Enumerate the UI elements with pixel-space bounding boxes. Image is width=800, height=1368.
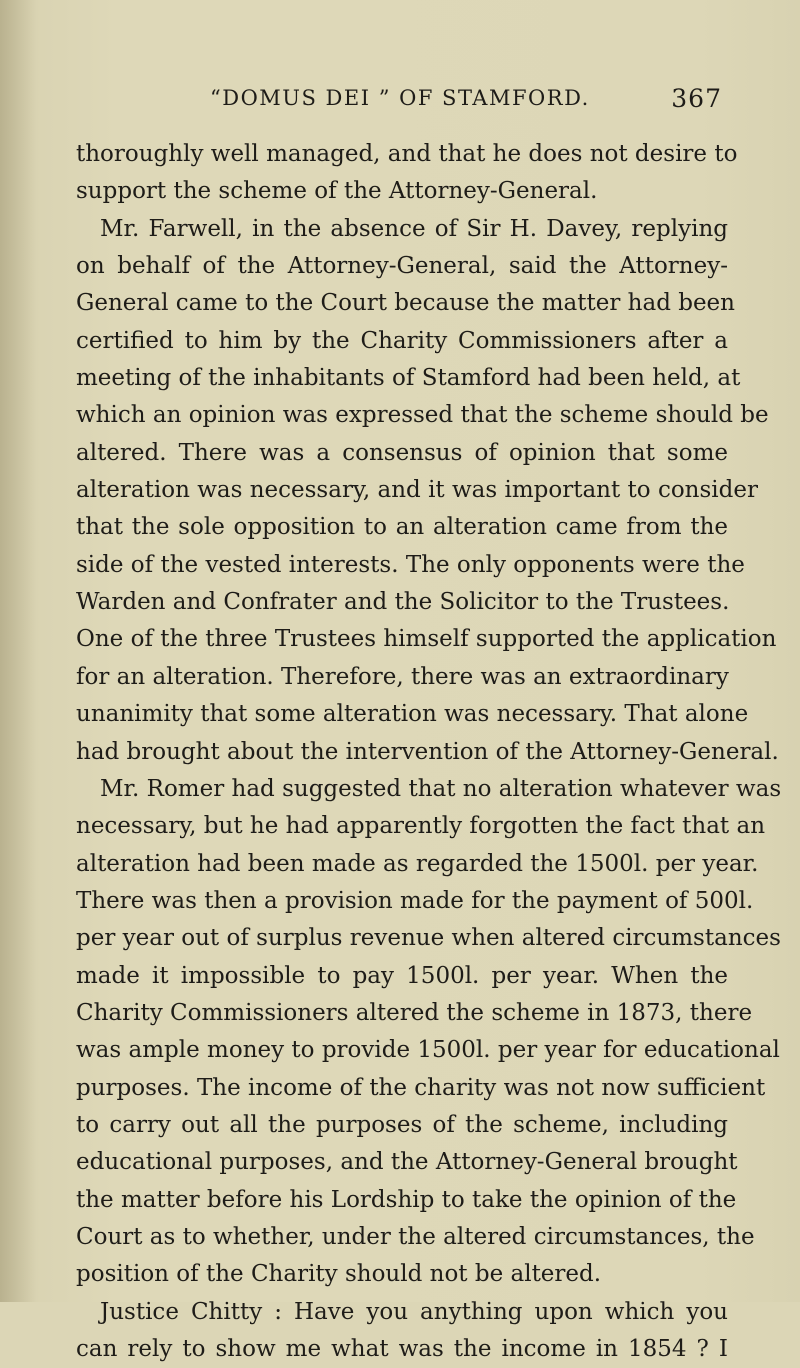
text-line: made it impossible to pay 1500l. per year. When the (76, 962, 728, 989)
text-line: Warden and Confrater and the Solicitor to the Trustees. (76, 589, 730, 616)
text-line: Court as to whether, under the altered circumstances, the (76, 1223, 755, 1250)
text-line: Justice Chitty : Have you anything upon which you (100, 1298, 728, 1325)
text-line: Charity Commissioners altered the scheme in 1873, there (76, 999, 753, 1026)
text-line: alteration had been made as regarded the 1500l. per year. (76, 850, 759, 877)
text-line: support the scheme of the Attorney-General. (76, 178, 598, 205)
text-line: to carry out all the purposes of the scheme, including (76, 1111, 728, 1138)
text-line: unanimity that some alteration was necessary. That alone (76, 701, 749, 728)
text-line: which an opinion was expressed that the scheme should be (76, 402, 769, 429)
text-line: certified to him by the Charity Commissioners after a (76, 327, 728, 354)
text-line: the matter before his Lordship to take the opinion of the (76, 1186, 737, 1213)
running-head (0, 86, 800, 116)
text-line: Mr. Farwell, in the absence of Sir H. Davey, replying (100, 215, 728, 242)
text-line: per year out of surplus revenue when altered circumstances (76, 925, 781, 952)
text-line: that the sole opposition to an alteration came from the (76, 514, 728, 541)
text-line: One of the three Trustees himself supported the application (76, 626, 777, 653)
text-line: Mr. Romer had suggested that no alteration whatever was (100, 775, 782, 802)
text-line: was ample money to provide 1500l. per year for educational (76, 1037, 780, 1064)
page-number: 367 (671, 84, 722, 113)
text-line: alteration was necessary, and it was important to consider (76, 477, 758, 504)
text-line: thoroughly well managed, and that he does not desire to (76, 141, 738, 167)
text-line: altered. There was a consensus of opinion that some (76, 439, 728, 466)
text-line: position of the Charity should not be altered. (76, 1261, 602, 1288)
text-line: necessary, but he had apparently forgotten the fact that an (76, 813, 766, 840)
text-line: can rely to show me what was the income in 1854 ? I (76, 1336, 728, 1362)
text-line: on behalf of the Attorney-General, said the Attorney- (76, 253, 728, 280)
text-line: purposes. The income of the charity was not now sufficient (76, 1074, 766, 1101)
text-line: for an alteration. Therefore, there was an extraordinary (76, 663, 729, 690)
running-title: “DOMUS DEI ” OF STAMFORD. (210, 86, 590, 110)
text-line: side of the vested interests. The only opponents were the (76, 551, 745, 578)
text-line: There was then a provision made for the payment of 500l. (76, 887, 754, 914)
text-line: had brought about the intervention of the Attorney-General. (76, 738, 779, 765)
text-line: meeting of the inhabitants of Stamford had been held, at (76, 365, 741, 392)
spine-shadow (0, 0, 36, 1302)
text-line: General came to the Court because the matter had been (76, 290, 735, 317)
body-text (76, 136, 782, 1368)
text-line: educational purposes, and the Attorney-General brought (76, 1149, 738, 1176)
